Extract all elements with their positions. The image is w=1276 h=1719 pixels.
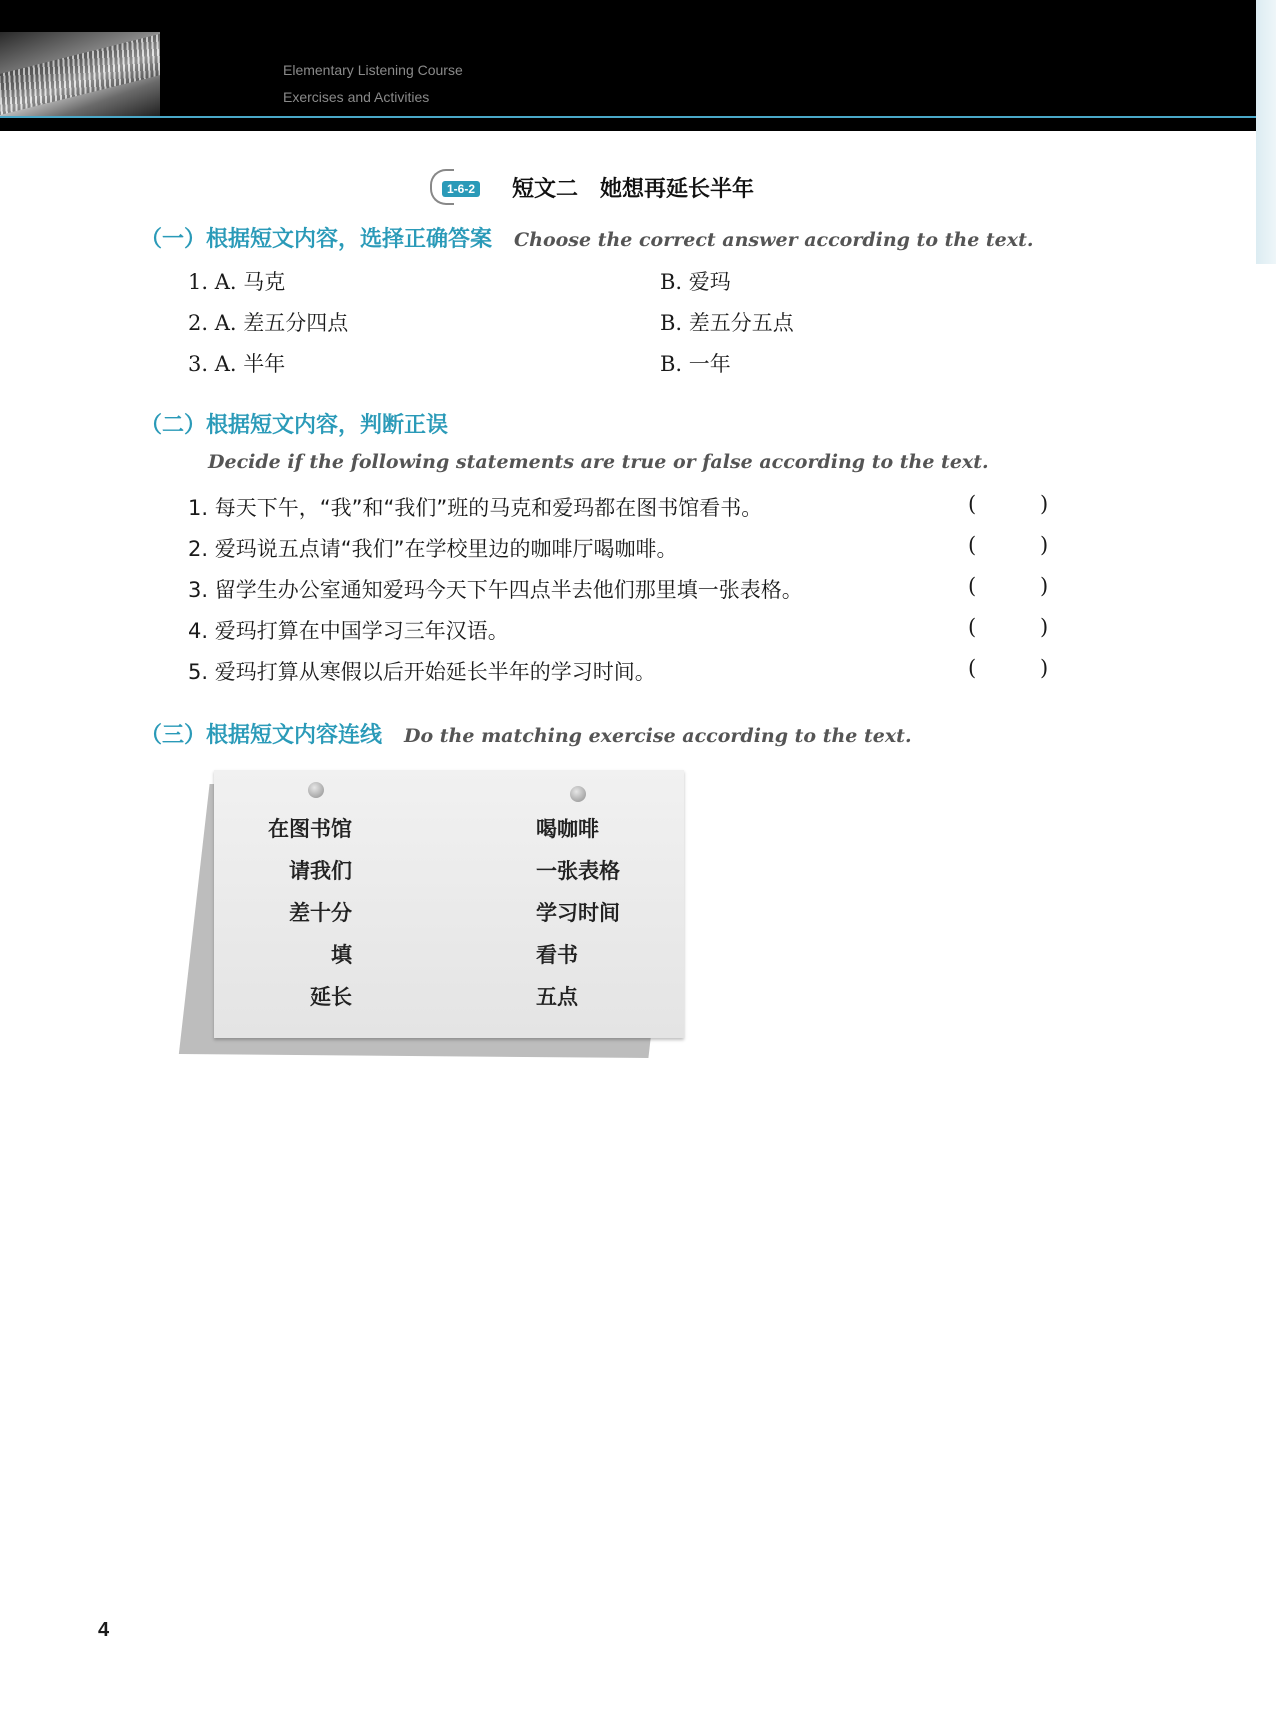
audio-track-tag: 1-6-2 [442,181,480,197]
match-right-item[interactable]: 学习时间 [536,901,620,925]
answer-paren-open: ( [968,574,977,598]
answer-paren-close: ) [1040,574,1049,598]
tf-statement-row [188,574,1068,604]
pin-icon [308,782,324,798]
part2-english: Decide if the following statements are true or false according to the text. [208,451,989,473]
answer-paren-close: ) [1040,533,1049,557]
question-1-option-b: B. 爱玛 [660,270,731,294]
pin-icon [570,786,586,802]
answer-paren-close: ) [1040,656,1049,680]
answer-paren-close: ) [1040,615,1049,639]
tf-statement-row [188,492,1068,522]
tf-statement: 5. 爱玛打算从寒假以后开始延长半年的学习时间。 [188,660,656,684]
matching-note-card [214,770,684,1038]
match-right-item[interactable]: 喝咖啡 [536,817,599,841]
tf-statement-row [188,533,1068,563]
tf-statement: 4. 爱玛打算在中国学习三年汉语。 [188,619,509,643]
header-rule [0,116,1256,118]
part3-english: Do the matching exercise according to the text. [404,725,912,747]
tf-statement: 2. 爱玛说五点请“我们”在学校里边的咖啡厅喝咖啡。 [188,537,678,561]
part3-heading [140,718,912,749]
match-left-item[interactable]: 在图书馆 [268,817,352,841]
match-left-item[interactable]: 延长 [310,985,352,1009]
question-1-option-a: 1. A. 马克 [188,270,286,294]
part2-heading [140,408,448,439]
match-left-item[interactable]: 差十分 [289,901,352,925]
answer-paren-close: ) [1040,492,1049,516]
tf-statement: 3. 留学生办公室通知爱玛今天下午四点半去他们那里填一张表格。 [188,578,803,602]
header-decorative-image [0,32,160,116]
question-2-option-a: 2. A. 差五分四点 [188,311,349,335]
answer-paren-open: ( [968,656,977,680]
course-subtitle: Exercises and Activities [283,89,430,105]
page-number: 4 [98,1619,110,1641]
match-left-item[interactable]: 请我们 [289,859,352,883]
question-3-option-a: 3. A. 半年 [188,352,286,376]
course-title: Elementary Listening Course [283,62,463,78]
audio-track-icon [426,169,502,205]
tf-statement: 1. 每天下午，“我”和“我们”班的马克和爱玛都在图书馆看书。 [188,496,763,520]
part2-label: （二）根据短文内容，判断正误 [140,413,449,438]
answer-paren-open: ( [968,492,977,516]
tf-statement-row [188,615,1068,645]
tf-statement-row [188,656,1068,686]
part1-english: Choose the correct answer according to the text. [514,229,1034,251]
answer-paren-open: ( [968,533,977,557]
question-2-option-b: B. 差五分五点 [660,311,794,335]
match-right-item[interactable]: 看书 [536,943,578,967]
side-tab [1256,0,1276,264]
page-header [0,0,1256,131]
match-right-item[interactable]: 五点 [536,985,578,1009]
part1-label: （一）根据短文内容，选择正确答案 [140,227,493,252]
answer-paren-open: ( [968,615,977,639]
section-title-row [426,169,754,205]
part3-label: （三）根据短文内容连线 [140,723,383,748]
match-right-item[interactable]: 一张表格 [536,859,620,883]
question-3-option-b: B. 一年 [660,352,731,376]
section-title: 短文二 她想再延长半年 [512,176,755,202]
part1-heading [140,222,1033,253]
match-left-item[interactable]: 填 [331,943,352,967]
